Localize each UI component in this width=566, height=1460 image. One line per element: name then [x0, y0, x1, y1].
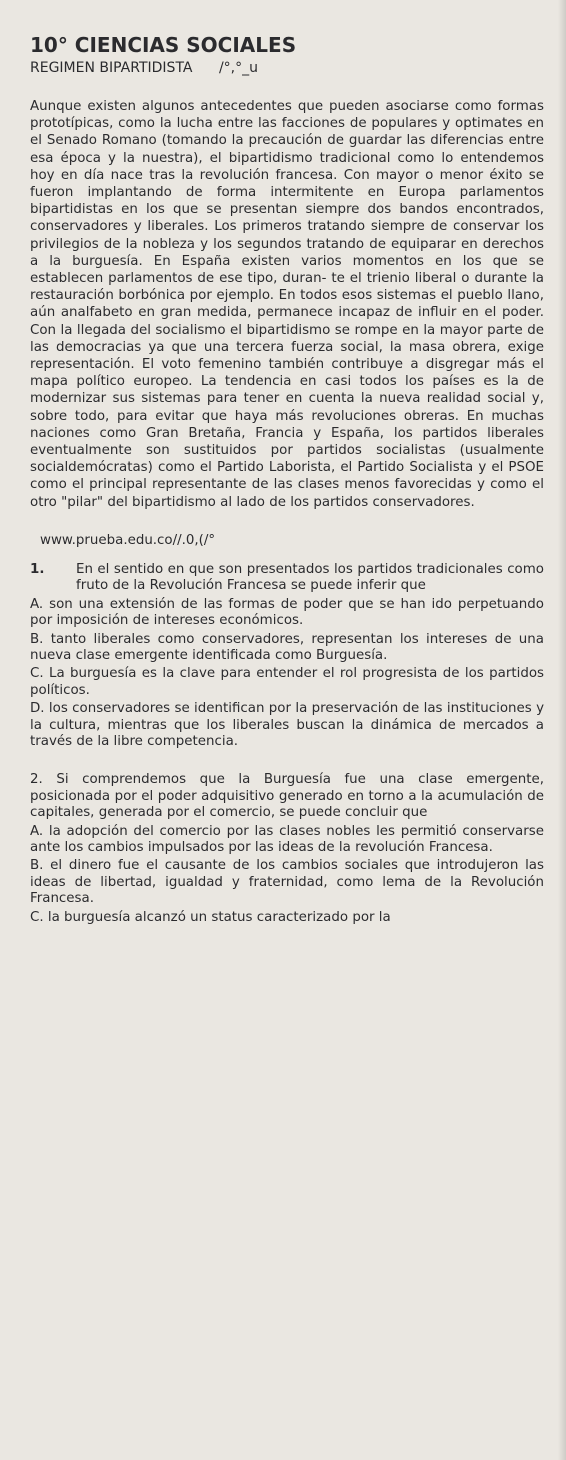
option-b: B. tanto liberales como conservadores, representan los intereses de una nueva clase emergente identificada como Burguesía.: [30, 631, 544, 663]
handwritten-scribble: /°,°_u: [218, 60, 258, 76]
question-number: 1.: [30, 561, 45, 577]
option-b: B. el dinero fue el causante de los cambios sociales que introdujeron las ideas de libertad, igualdad y fraternidad, como lema de la Revolución Francesa.: [30, 858, 544, 907]
question-1: [30, 562, 544, 750]
source-url: www.prueba.edu.co//.0,(/°: [40, 532, 216, 548]
question-stem: En el sentido en que son presentados los partidos tradicionales como fruto de la Revolución Francesa se puede inferir que: [76, 561, 544, 594]
option-a: A. la adopción del comercio por las clases nobles les permitió conservarse ante los cambios impulsados por las ideas de la revolución Francesa.: [30, 823, 544, 855]
page-edge-shadow: [558, 0, 566, 1460]
question-2: [30, 772, 544, 926]
question-stem: 2. Si comprendemos que la Burguesía fue una clase emergente, posicionada por el poder adquisitivo generado en torno a la acumulación de capitales, generada por el comercio, se puede concluir que: [30, 772, 544, 821]
subtitle-text: REGIMEN BIPARTIDISTA: [30, 60, 193, 76]
page-subtitle: [30, 58, 544, 78]
page-title: 10° CIENCIAS SOCIALES: [30, 33, 297, 57]
option-a: A. son una extensión de las formas de poder que se han ido perpetuando por imposición de intereses económicos.: [30, 596, 544, 629]
option-c: C. la burguesía alcanzó un status caracterizado por la: [30, 909, 391, 925]
reading-paragraph: Aunque existen algunos antecedentes que pueden asociarse como formas prototípicas, como la lucha entre las facciones de populares y optimates en el Senado Romano (tomando la precaución de guardar las diferencias entre esa época y la nuestra), el bipartidismo tradicional como lo entendemos hoy en día nace tras la revolución francesa. Con mayor o menor éxito se fueron implantando de forma intermitente en Europa parlamentos bipartidistas en los que se presentan siempre dos bandos encontrados, conservadores y liberales. Los primeros tratando siempre de conservar los privilegios de la nobleza y los segundos tratando de equiparar en derechos a la burguesía. En España existen varios momentos en los que se establecen parlamentos de ese tipo, duran- te el trienio liberal o durante la restauración borbónica por ejemplo. En todos esos sistemas el pueblo llano, aún analfabeto en gran medida, permanece incapaz de influir en el poder. Con la llegada del socialismo el bipartidismo se rompe en la mayor parte de las democracias ya que una tercera fuerza social, la masa obrera, exige representación. El voto femenino también contribuye a disgregar más el mapa político europeo. La tendencia en casi todos los países es la de modernizar sus sistemas para tener en cuenta la nueva realidad social y, sobre todo, para evitar que haya más revoluciones obreras. En muchas naciones como Gran Bretaña, Francia y España, los partidos liberales eventualmente son sustituidos por partidos socialistas (usualmente socialdemócratas) como el Partido Laborista, el Partido Socialista y el PSOE como el principal representante de las clases menos favorecidas y como el otro "pilar" del bipartidismo al lado de los partidos conservadores.: [30, 99, 544, 510]
option-c: C. La burguesía es la clave para entender el rol progresista de los partidos políticos.: [30, 666, 544, 698]
option-d: D. los conservadores se identifican por la preservación de las instituciones y la cultura, mientras que los liberales buscan la dinámica de mercados a través de la libre competencia.: [30, 701, 544, 749]
